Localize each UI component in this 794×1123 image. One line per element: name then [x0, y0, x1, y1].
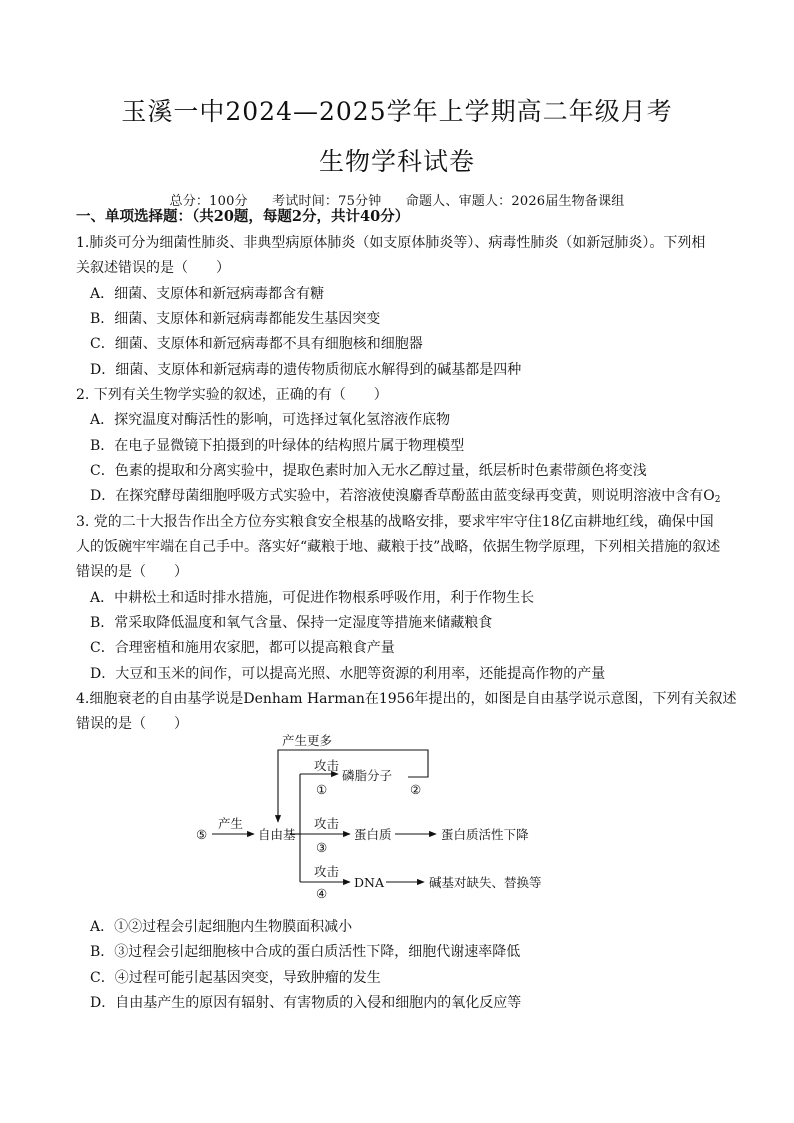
q2-option-a: A．探究温度对酶活性的影响，可选择过氧化氢溶液作底物 — [90, 412, 451, 428]
label-n1: ① — [316, 782, 328, 797]
label-protein: 蛋白质 — [354, 827, 392, 842]
q3-option-c: C．合理密植和施用农家肥，都可以提高粮食产量 — [90, 640, 395, 656]
label-dna: DNA — [354, 875, 384, 890]
q2-option-d-text: D．在探究酵母菌细胞呼吸方式实验中，若溶液使溴麝香草酚蓝由蓝变绿再变黄，则说明溶液中含有O — [90, 488, 715, 504]
label-dna-result: 碱基对缺失、替换等 — [429, 875, 542, 890]
q1-option-a: A．细菌、支原体和新冠病毒都含有糖 — [90, 286, 325, 302]
q3-option-b: B．常采取降低温度和氧气含量、保持一定湿度等措施来储藏粮食 — [90, 615, 493, 631]
label-protein-result: 蛋白质活性下降 — [441, 827, 529, 842]
q2-option-d — [90, 487, 750, 509]
free-radical-diagram — [190, 730, 560, 900]
q1-option-b: B．细菌、支原体和新冠病毒都能发生基因突变 — [90, 311, 381, 327]
q1-option-d: D．细菌、支原体和新冠病毒的遗传物质彻底水解得到的碱基都是四种 — [90, 362, 522, 378]
q3-option-d: D．大豆和玉米的间作，可以提高光照、水肥等资源的利用率，还能提高作物的产量 — [90, 666, 606, 682]
exam-subtitle: 生物学科试卷 — [318, 147, 475, 176]
exam-authors: 命题人、审题人：2026届生物备课组 — [405, 194, 625, 209]
label-n4: ④ — [316, 886, 328, 900]
label-phospholipid: 磷脂分子 — [342, 768, 393, 783]
label-n2: ② — [410, 782, 422, 797]
q4-stem-line1: 4.细胞衰老的自由基学说是Denham Harman在1956年提出的，如图是自由基学说示意图，下列有关叙述 — [76, 691, 737, 707]
label-produce-more: 产生更多 — [282, 733, 333, 748]
total-score: 总分：100分 — [169, 194, 248, 209]
label-attack-1: 攻击 — [314, 758, 340, 773]
q3-stem-line2: 人的饭碗牢牢端在自己手中。落实好“藏粮于地、藏粮于技”战略，依据生物学原理，下列相关措施的叙述 — [76, 539, 721, 555]
q1-stem-line2: 关叙述错误的是（ ） — [76, 260, 230, 276]
label-produce: 产生 — [218, 816, 244, 831]
q4-option-a: A．①②过程会引起细胞内生物膜面积减小 — [90, 919, 353, 935]
q3-stem-line1: 3. 党的二十大报告作出全方位夯实粮食安全根基的战略安排，要求牢牢守住18亿亩耕地红线，确保中国 — [76, 514, 714, 530]
exam-title: 玉溪一中2024—2025学年上学期高二年级月考 — [121, 97, 673, 126]
label-free-radical: 自由基 — [258, 827, 296, 842]
exam-time: 考试时间：75分钟 — [272, 194, 382, 209]
section-heading: 一、单项选择题：（共20题，每题2分，共计40分） — [76, 208, 410, 225]
q2-option-c: C．色素的提取和分离实验中，提取色素时加入无水乙醇过量，纸层析时色素带颜色将变浅 — [90, 463, 647, 479]
q3-option-a: A．中耕松土和适时排水措施，可促进作物根系呼吸作用，利于作物生长 — [90, 590, 535, 606]
q4-option-c: C．④过程可能引起基因突变，导致肿瘤的发生 — [90, 970, 381, 986]
exam-meta — [0, 190, 794, 209]
q2-stem: 2. 下列有关生物学实验的叙述，正确的有（ ） — [76, 387, 388, 403]
label-n5: ⑤ — [196, 827, 208, 842]
q3-stem-line3: 错误的是（ ） — [76, 564, 188, 580]
label-attack-2: 攻击 — [314, 816, 340, 831]
label-attack-3: 攻击 — [314, 864, 340, 879]
q2-option-d-subscript: 2 — [714, 495, 721, 505]
q4-option-b: B．③过程会引起细胞核中合成的蛋白质活性下降，细胞代谢速率降低 — [90, 944, 521, 960]
q2-option-b: B．在电子显微镜下拍摄到的叶绿体的结构照片属于物理模型 — [90, 438, 465, 454]
q4-option-d: D．自由基产生的原因有辐射、有害物质的入侵和细胞内的氧化反应等 — [90, 995, 522, 1011]
q1-stem-line1: 1.肺炎可分为细菌性肺炎、非典型病原体肺炎（如支原体肺炎等）、病毒性肺炎（如新冠肺炎）。下列相 — [76, 235, 706, 251]
q1-option-c: C．细菌、支原体和新冠病毒都不具有细胞核和细胞器 — [90, 336, 423, 352]
q4-stem-line2: 错误的是（ ） — [76, 716, 188, 732]
label-n3: ③ — [316, 840, 328, 855]
